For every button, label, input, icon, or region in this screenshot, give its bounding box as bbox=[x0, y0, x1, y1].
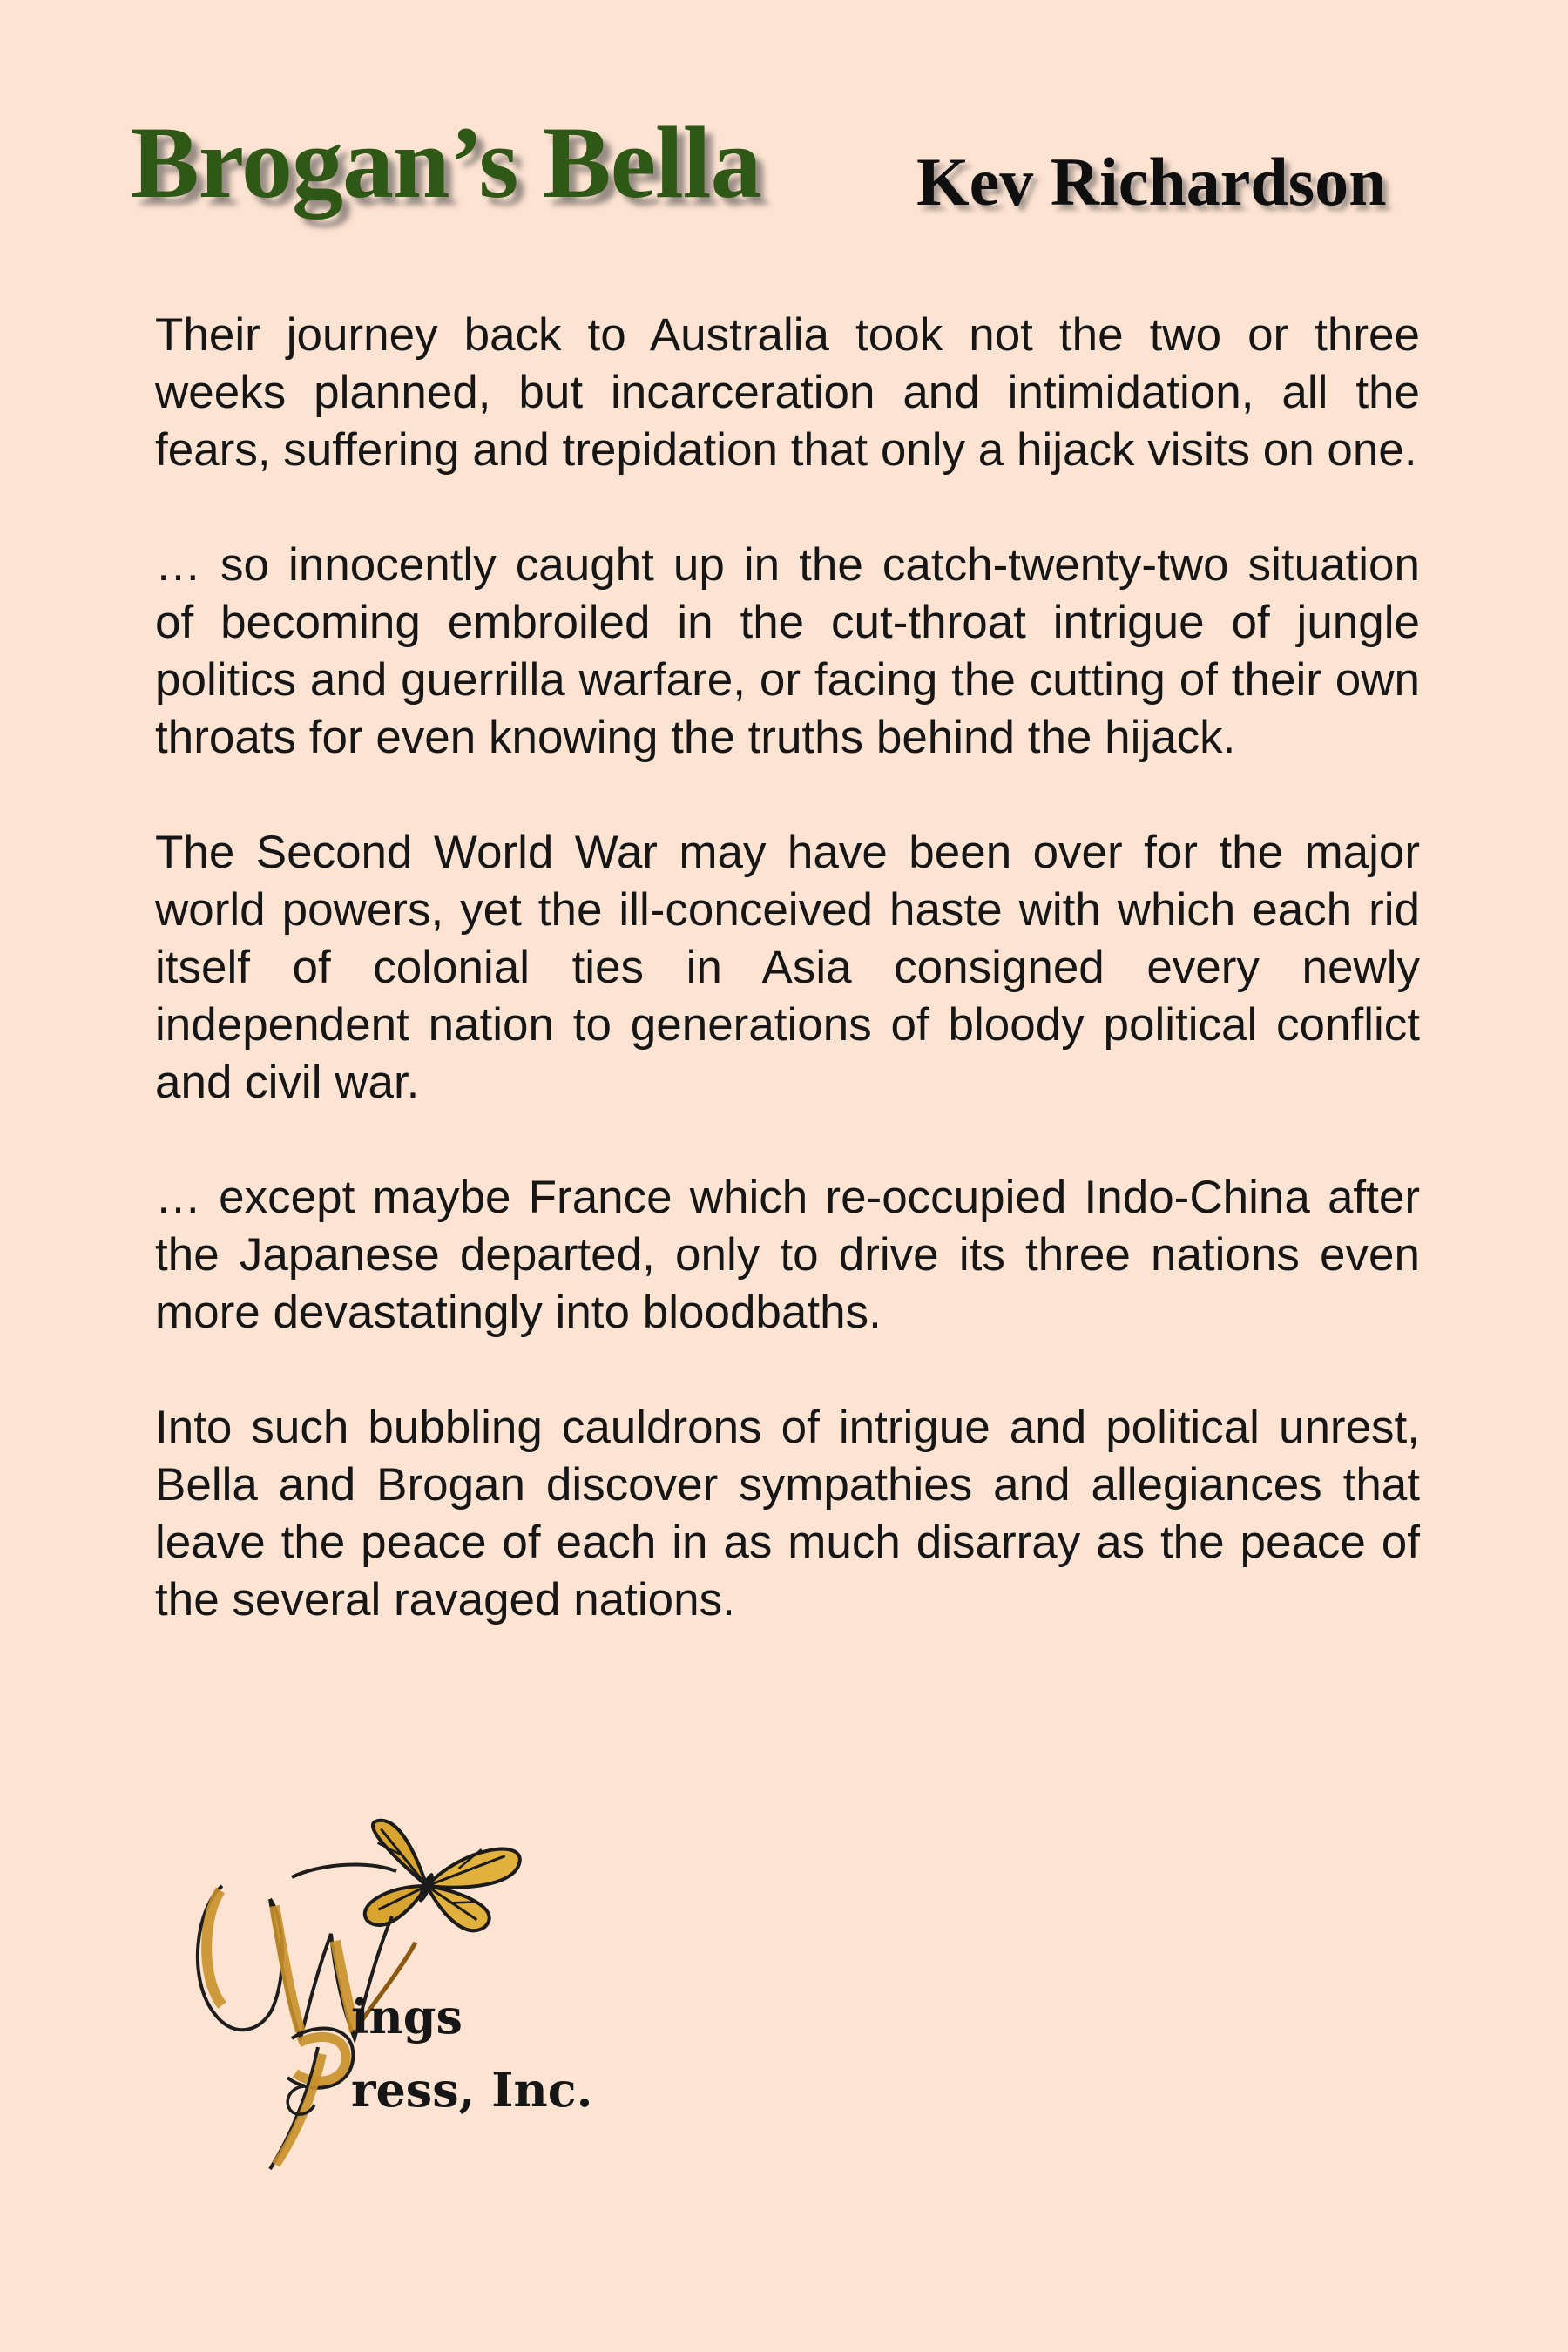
logo-text-ings: ings bbox=[351, 1989, 463, 2044]
blurb-paragraph: Their journey back to Australia took not the two or three weeks planned, but incarceration and intimidation, all the fears, suffering and trepidation that only a hijack visits on one. bbox=[155, 309, 1420, 476]
publisher-logo bbox=[187, 1803, 605, 2178]
blurb-paragraph: Into such bubbling cauldrons of intrigue and political unrest, Bella and Brogan discover sympathies and allegiances that leave the peace of each in as much disarray as the peace of the several ravaged nations. bbox=[155, 1402, 1420, 1625]
blurb-paragraph: The Second World War may have been over for the major world powers, yet the ill-conceived haste with which each rid itself of colonial ties in Asia consigned every newly independent nation to generations of bloody political conflict and civil war. bbox=[155, 827, 1420, 1108]
logo-text-press-inc: ress, Inc. bbox=[351, 2062, 593, 2118]
blurb-paragraph: … except maybe France which re-occupied Indo-China after the Japanese departed, only to drive its three nations even more devastatingly into bloodbaths. bbox=[155, 1172, 1420, 1338]
blurb bbox=[155, 307, 1420, 1629]
blurb-paragraph: … so innocently caught up in the catch-twenty-two situation of becoming embroiled in the cut-throat intrigue of jungle politics and guerrilla warfare, or facing the cutting of their own throats for even knowing the truths behind the hijack. bbox=[155, 539, 1420, 763]
cover-header bbox=[0, 0, 1568, 261]
book-title: Brogan’s Bella bbox=[131, 105, 761, 220]
author-name: Kev Richardson bbox=[916, 144, 1387, 220]
